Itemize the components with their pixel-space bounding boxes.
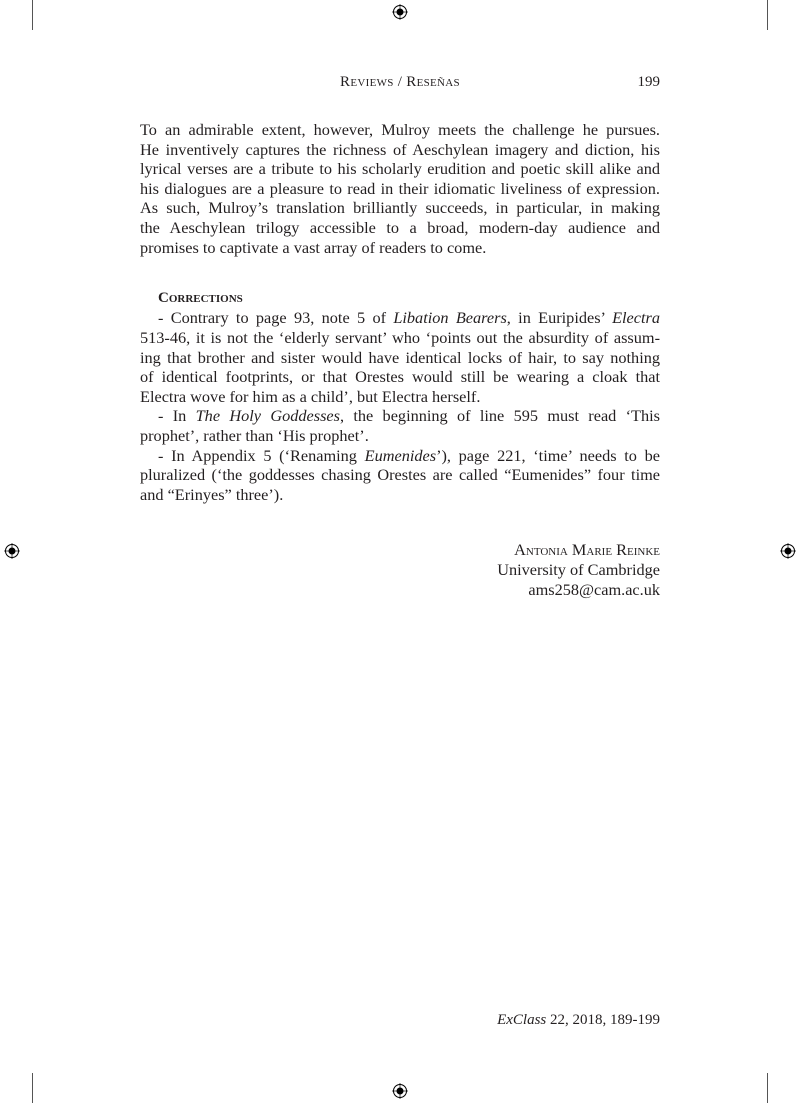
text-line: of identical footprints, or that Orestes would still be wearing a cloak that [140,367,660,387]
text-line: 513-46, it is not the ‘elderly servant’ who ‘points out the absurdity of assum- [140,327,660,347]
page-footer [497,1012,660,1029]
section-heading: Corrections [158,289,243,306]
text-line: his dialogues are a pleasure to read in their idiomatic liveliness of expression. [140,178,660,198]
text-line: - In The Holy Goddesses, the beginning of line 595 must read ‘This [158,406,661,426]
author-email: ams258@cam.ac.uk [528,580,660,599]
journal-name: ExClass [497,1012,547,1028]
text-line: the Aeschylean trilogy accessible to a broad, modern-day audience and [140,217,660,237]
running-title: Reviews / Reseñas [340,74,460,90]
body-text [140,120,660,504]
text-line: promises to captivate a vast array of readers to come. [140,237,487,257]
text-line: He inventively captures the richness of Aeschylean imagery and diction, his [140,139,660,159]
text-line: pluralized (‘the goddesses chasing Orestes are called “Eumenides” four time [140,465,660,485]
registration-mark-icon [780,543,796,559]
crop-mark [32,0,33,30]
crop-mark [767,0,768,30]
citation: 22, 2018, 189-199 [546,1012,660,1028]
signature-block [497,540,660,600]
author-affiliation: University of Cambridge [497,560,660,579]
text-line: ing that brother and sister would have identical locks of hair, to say nothing [140,347,660,367]
crop-mark [32,1073,33,1103]
registration-mark-icon [392,4,408,20]
page-number: 199 [637,74,660,90]
text-line: Electra wove for him as a child’, but Electra herself. [140,386,481,406]
text-line: prophet’, rather than ‘His prophet’. [140,425,369,445]
registration-mark-icon [392,1083,408,1099]
text-line: and “Erinyes” three’). [140,484,284,504]
text-line: - Contrary to page 93, note 5 of Libation Bearers, in Euripides’ Electra [158,308,661,328]
text-line: - In Appendix 5 (‘Renaming Eumenides’), page 221, ‘time’ needs to be [158,445,660,465]
author-name: Antonia Marie Reinke [514,540,660,559]
registration-mark-icon [4,543,20,559]
crop-mark [767,1073,768,1103]
text-line: As such, Mulroy’s translation brilliantly succeeds, in particular, in making [140,198,660,218]
text-line: To an admirable extent, however, Mulroy meets the challenge he pursues. [140,120,660,139]
text-line: lyrical verses are a tribute to his scholarly erudition and poetic skill alike and [140,159,660,179]
